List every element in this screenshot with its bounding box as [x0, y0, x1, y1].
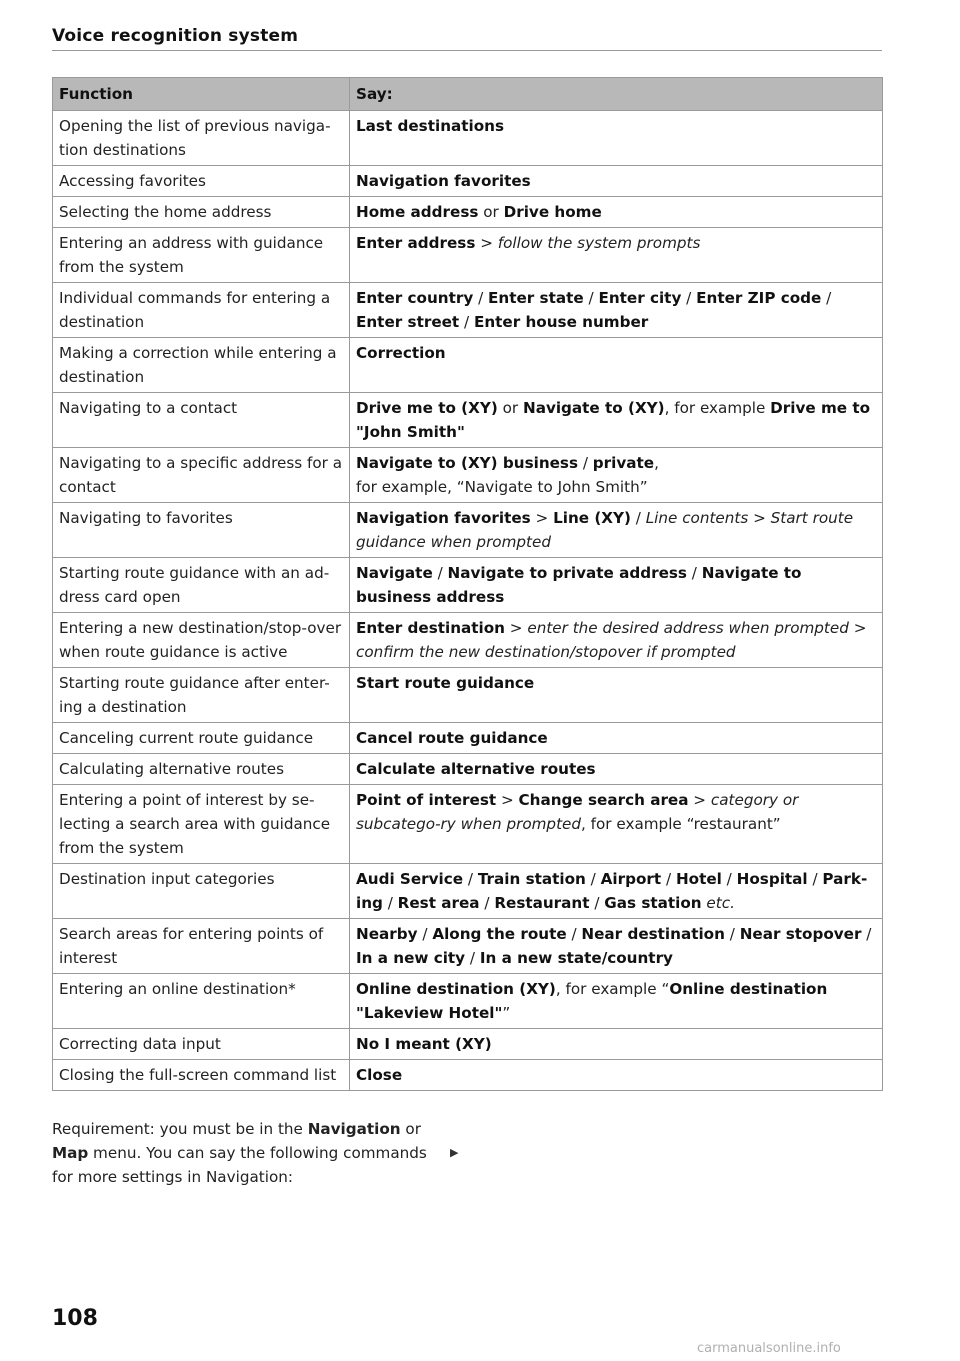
table-row	[53, 1060, 883, 1091]
text-run: Requirement: you must be in the	[52, 1120, 308, 1138]
say-cell	[350, 111, 883, 166]
say-cell	[350, 393, 883, 448]
table-row	[53, 864, 883, 919]
command-phrase: Navigate to private address	[447, 564, 687, 582]
command-phrase: Drive me to (XY)	[356, 399, 498, 417]
function-cell: Starting route guidance with an ad-dress card open	[53, 558, 350, 613]
command-phrase: Near stopover	[739, 925, 862, 943]
command-phrase: Change search area	[518, 791, 689, 809]
say-cell	[350, 197, 883, 228]
text-run: /	[807, 870, 823, 888]
text-run: /	[686, 564, 702, 582]
text-run: /	[479, 894, 495, 912]
text-run: >	[530, 509, 554, 527]
table-row	[53, 919, 883, 974]
text-run: /	[661, 870, 676, 888]
command-phrase: Enter city	[598, 289, 682, 307]
command-phrase: Navigate to (XY) business	[356, 454, 579, 472]
text-run: ”	[502, 1004, 511, 1022]
say-cell	[350, 974, 883, 1029]
text-run: /	[681, 289, 697, 307]
command-phrase: Point of interest	[356, 791, 497, 809]
command-phrase: Last destinations	[356, 117, 505, 135]
text-run: /	[589, 894, 605, 912]
command-phrase: Navigate to (XY)	[522, 399, 665, 417]
table-row	[53, 283, 883, 338]
command-phrase: Enter destination	[356, 619, 505, 637]
text-run: /	[566, 925, 582, 943]
command-phrase: Audi Service	[356, 870, 464, 888]
watermark: carmanualsonline.info	[697, 1341, 841, 1356]
command-phrase: Rest area	[397, 894, 480, 912]
command-phrase: Enter country	[356, 289, 474, 307]
say-cell	[350, 503, 883, 558]
requirement-paragraph	[52, 1117, 452, 1189]
function-cell: Closing the full-screen command list	[53, 1060, 350, 1091]
command-phrase: No I meant (XY)	[356, 1035, 492, 1053]
text-run: etc.	[706, 894, 735, 912]
page-title: Voice recognition system	[52, 26, 299, 46]
function-cell: Individual commands for entering a destination	[53, 283, 350, 338]
function-cell: Destination input categories	[53, 864, 350, 919]
table-row	[53, 613, 883, 668]
command-phrase: Enter street	[356, 313, 460, 331]
table-row	[53, 558, 883, 613]
command-phrase: Online destination (XY)	[356, 980, 556, 998]
say-cell	[350, 919, 883, 974]
text-run: or	[400, 1120, 421, 1138]
say-cell	[350, 668, 883, 723]
text-run: /	[578, 454, 593, 472]
text-run: >	[475, 234, 498, 252]
command-phrase: Near destination	[581, 925, 725, 943]
function-cell: Opening the list of previous naviga-tion destinations	[53, 111, 350, 166]
table-row	[53, 785, 883, 864]
say-cell	[350, 754, 883, 785]
column-header-function: Function	[53, 78, 350, 111]
function-cell: Entering a point of interest by se-lecting a search area with guidance from the system	[53, 785, 350, 864]
command-phrase: Airport	[600, 870, 662, 888]
command-phrase: Drive home	[503, 203, 602, 221]
text-run: /	[724, 925, 740, 943]
command-phrase: Start route guidance	[356, 674, 535, 692]
function-cell: Entering an online destination*	[53, 974, 350, 1029]
text-run: /	[821, 289, 832, 307]
command-phrase: Park-ing	[356, 870, 868, 912]
column-header-say: Say:	[350, 78, 883, 111]
text-run: confirm the new destination/stopover if prompted	[356, 643, 736, 661]
command-phrase: In a new state/country	[479, 949, 673, 967]
command-phrase: Home address	[356, 203, 479, 221]
text-run: Line contents	[645, 509, 749, 527]
command-phrase: Along the route	[432, 925, 567, 943]
text-run: /	[585, 870, 601, 888]
table-row	[53, 448, 883, 503]
function-cell: Correcting data input	[53, 1029, 350, 1060]
command-phrase: private	[592, 454, 655, 472]
text-run: /	[630, 509, 646, 527]
command-phrase: Enter address	[356, 234, 476, 252]
text-run: /	[459, 313, 474, 331]
command-phrase: Online destination "Lakeview Hotel"	[356, 980, 828, 1022]
command-phrase: Navigate	[356, 564, 433, 582]
text-run: >	[748, 509, 771, 527]
say-cell	[350, 283, 883, 338]
text-run: /	[721, 870, 737, 888]
text-run: menu. You can say the following commands for more settings in Navigation:	[52, 1144, 427, 1186]
text-run: , for example “restaurant”	[581, 815, 781, 833]
function-cell: Navigating to a contact	[53, 393, 350, 448]
table-header-row	[53, 78, 883, 111]
text-run: /	[417, 925, 433, 943]
text-run: >	[688, 791, 711, 809]
table-row	[53, 668, 883, 723]
command-phrase: Enter house number	[473, 313, 649, 331]
table-row	[53, 197, 883, 228]
table-row	[53, 1029, 883, 1060]
text-run: follow the system prompts	[497, 234, 701, 252]
say-cell	[350, 1029, 883, 1060]
table-row	[53, 166, 883, 197]
text-run: for example, “Navigate to John Smith”	[356, 478, 648, 496]
text-run: /	[583, 289, 599, 307]
function-cell: Canceling current route guidance	[53, 723, 350, 754]
text-run: /	[861, 925, 872, 943]
table-row	[53, 338, 883, 393]
say-cell	[350, 338, 883, 393]
function-cell: Navigating to favorites	[53, 503, 350, 558]
command-phrase: Gas station	[604, 894, 702, 912]
command-phrase: Correction	[356, 344, 446, 362]
command-phrase: Restaurant	[494, 894, 590, 912]
function-cell: Starting route guidance after enter-ing a destination	[53, 668, 350, 723]
text-run: /	[473, 289, 489, 307]
table-row	[53, 393, 883, 448]
command-phrase: Close	[356, 1066, 403, 1084]
command-phrase: Navigate to business address	[356, 564, 802, 606]
text-run: /	[465, 949, 480, 967]
command-phrase: Cancel route guidance	[356, 729, 548, 747]
command-phrase: Nearby	[356, 925, 418, 943]
function-cell: Making a correction while entering a destination	[53, 338, 350, 393]
command-phrase: Navigation favorites	[356, 172, 531, 190]
command-phrase: Enter ZIP code	[696, 289, 822, 307]
table-row	[53, 723, 883, 754]
table-body	[53, 111, 883, 1091]
text-run: >	[504, 619, 528, 637]
voice-commands-table	[52, 77, 883, 1091]
text-run: >	[496, 791, 519, 809]
header-divider	[52, 50, 882, 51]
table-row	[53, 503, 883, 558]
text-run: Start route guidance when prompted	[356, 509, 854, 551]
table-row	[53, 111, 883, 166]
text-run: , for example	[664, 399, 771, 417]
function-cell: Calculating alternative routes	[53, 754, 350, 785]
command-phrase: Calculate alternative routes	[356, 760, 596, 778]
continue-arrow-icon: ▶	[450, 1146, 459, 1159]
command-phrase: Enter state	[488, 289, 584, 307]
say-cell	[350, 723, 883, 754]
command-phrase: Hospital	[736, 870, 808, 888]
command-phrase: Line (XY)	[553, 509, 631, 527]
function-cell: Entering an address with guidance from the system	[53, 228, 350, 283]
function-cell: Search areas for entering points of interest	[53, 919, 350, 974]
say-cell	[350, 558, 883, 613]
page-number: 108	[52, 1306, 98, 1331]
command-phrase: Navigation favorites	[356, 509, 531, 527]
say-cell	[350, 864, 883, 919]
command-phrase: Train station	[477, 870, 586, 888]
function-cell: Navigating to a specific address for a contact	[53, 448, 350, 503]
text-run: >	[848, 619, 867, 637]
say-cell	[350, 228, 883, 283]
table-row	[53, 228, 883, 283]
text-run: /	[432, 564, 448, 582]
text-run: ,	[654, 454, 659, 472]
text-run: /	[463, 870, 478, 888]
say-cell	[350, 785, 883, 864]
text-run: /	[382, 894, 398, 912]
text-run: enter the desired address when prompted	[527, 619, 849, 637]
page-header	[52, 26, 882, 46]
table-row	[53, 974, 883, 1029]
table-row	[53, 754, 883, 785]
say-cell	[350, 448, 883, 503]
command-phrase: In a new city	[356, 949, 466, 967]
function-cell: Entering a new destination/stop-over when route guidance is active	[53, 613, 350, 668]
say-cell	[350, 1060, 883, 1091]
command-phrase: Map	[52, 1144, 89, 1162]
command-phrase: Navigation	[307, 1120, 401, 1138]
text-run: or	[497, 399, 523, 417]
text-run: category or subcatego-ry when prompted	[356, 791, 799, 833]
command-phrase: Hotel	[675, 870, 722, 888]
function-cell: Accessing favorites	[53, 166, 350, 197]
say-cell	[350, 166, 883, 197]
function-cell: Selecting the home address	[53, 197, 350, 228]
text-run: or	[478, 203, 504, 221]
command-phrase: Drive me to "John Smith"	[356, 399, 871, 441]
text-run: , for example “	[555, 980, 670, 998]
say-cell	[350, 613, 883, 668]
